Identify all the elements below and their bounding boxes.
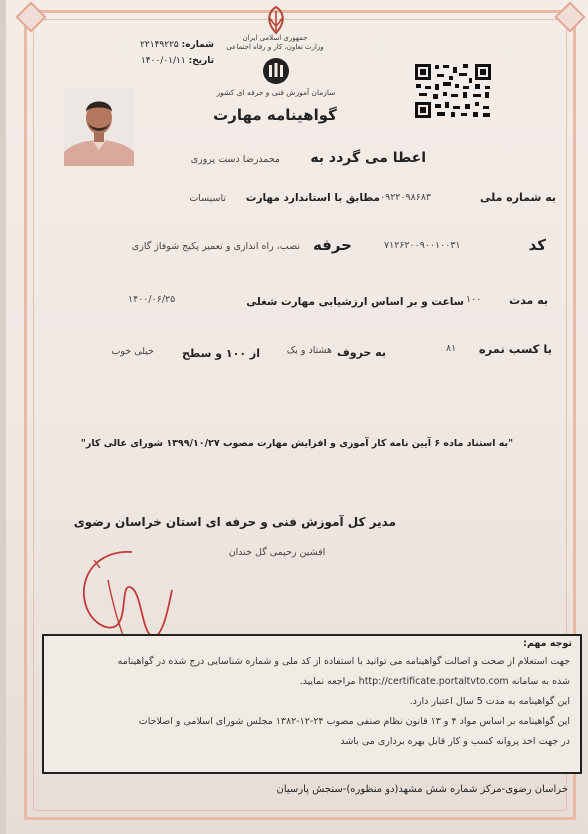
score-of: از ۱۰۰ و سطح [181, 347, 260, 360]
standard-label: مطابق با استاندارد مهارت [245, 192, 380, 204]
certificate-paper [6, 0, 588, 834]
score-words-label: به حروف [336, 346, 386, 359]
trade-value: نصب، راه اندازی و تعمیر پکیج شوفاژ گازی [131, 241, 300, 252]
notice-line: جهت استعلام از صحت و اصالت گواهینامه می توانید با استفاده از کد ملی و شماره شناسایی درج شده در گواهینامه [117, 656, 570, 667]
trade-label: حرفه [312, 236, 352, 254]
duration-label: به مدت [509, 294, 548, 307]
certificate-date: تاریخ: ۱۴۰۰/۰۱/۱۱ [140, 56, 214, 66]
ministry-label: وزارت تعاون، کار و رفاه اجتماعی [226, 43, 324, 51]
director-name: افشین رحیمی گل خندان [228, 547, 326, 558]
national-id-value: ۰۹۲۲۰۹۸۶۸۳ [380, 192, 432, 203]
number-value: ۲۲۱۴۹۲۲۵ [140, 40, 179, 50]
code-value: ۷۱۲۶۲۰۰۹۰۰۱۰۰۳۱ [384, 240, 461, 251]
notice-heading: توجه مهم: [523, 638, 572, 649]
assessment-date: ۱۴۰۰/۰۶/۲۵ [128, 294, 176, 305]
standard-value: تاسیسات [189, 193, 226, 204]
duration-text: ساعت و بر اساس ارزشیابی مهارت شغلی [246, 296, 464, 308]
code-label: کد [528, 236, 546, 254]
notice-line: شده به سامانه http://certificate.portaltvto.com مراجعه نمایید. [299, 676, 570, 687]
certificate-number: شماره: ۲۲۱۴۹۲۲۵ [140, 40, 214, 50]
director-title: مدیر کل آموزش فنی و حرفه ای استان خراسان رضوی [73, 515, 396, 529]
duration-value: ۱۰۰ [466, 294, 482, 305]
national-id-label: به شماره ملی [479, 191, 556, 204]
notice-line: در جهت اخذ پروانه کسب و کار قابل بهره برداری می باشد [340, 736, 570, 747]
score-level: خیلی خوب [111, 346, 154, 357]
notice-line: این گواهینامه به مدت 5 سال اعتبار دارد. [409, 696, 570, 707]
score-value: ۸۱ [446, 343, 457, 354]
holder-name: محمدرضا دست پروری [190, 154, 280, 165]
notice-box [42, 634, 582, 774]
notice-line: این گواهینامه بر اساس مواد ۴ و ۱۳ قانون نظام صنفی مصوب ۲۴-۱۲-۱۳۸۲ مجلس شورای اسلامی و اصلاحات [138, 716, 570, 727]
tvto-logo-icon [261, 56, 291, 86]
score-label: با کسب نمره [478, 342, 552, 356]
certificate-title: گواهینامه مهارت [213, 106, 337, 124]
date-value: ۱۴۰۰/۰۱/۱۱ [140, 56, 186, 66]
iran-emblem-icon [258, 4, 294, 36]
awarded-label: اعطا می گردد به [310, 150, 426, 166]
footer-center: خراسان رضوی-مرکز شماره شش مشهد(دو منظوره)-سنجش پارسیان [276, 784, 568, 795]
org-label: سازمان آموزش فنی و حرفه ای کشور [216, 88, 336, 97]
score-words: هشتاد و یک [286, 345, 332, 356]
republic-label: جمهوری اسلامی ایران [242, 34, 308, 42]
holder-photo [64, 88, 134, 166]
qr-code-icon [413, 62, 493, 120]
legal-reference: "به استناد ماده ۶ آیین نامه کار آموزی و افزایش مهارت مصوب ۱۳۹۹/۱۰/۲۷ شورای عالی کار" [80, 438, 514, 449]
